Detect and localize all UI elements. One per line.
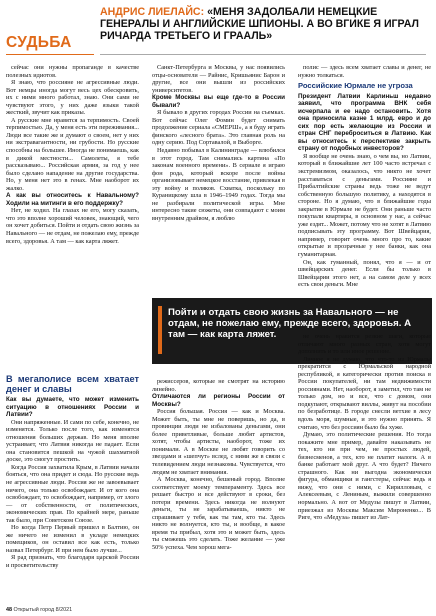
paragraph: Когда Россия захватила Крым, в Латвии начали бояться, что она придет и сюда. Но русские ведь не агрессивные люди. Россия же не завоевывает ничего, она только освобождает. И от кого она освобождает, то освобождает, например, от злого — от собственности, от политических, экономических прав. По крайней мере, раньше так было, при Советском Союзе. [6, 463, 139, 524]
paragraph: А русские мне нравятся за терпимость. Своей терпимостью. Да, у меня есть эти переживания... Люди все такие же и думают о своем, нет у них ни экстравагантности, ни грубости. Но русские способны на большее. Иногда не понимаешь, как в дикой местности... Самолеты, я тебе рассказываю... Российская армия, за год у нее было сделано нападение на другие государства. Но, у меня нет это в генах. Мне наоборот их жалко. [6, 116, 139, 192]
paragraph: режиссеров, которые не смотрят на историю линейно. [152, 378, 285, 393]
paragraph: Я рад признать, что благодаря царской России и просветительству [6, 554, 139, 570]
column-2-lower [152, 378, 285, 552]
paragraph: Я вообще не очень знаю, о чем вы, но Латвии, который в ближайшие лет 100 часто встречал с экстремизмом, оказалось, что никто не хочет расставаться с деньгами. Россияне и Прибалтийские страны ведь тоже не ведут собственную большую политику, а находятся в стороне. Но я думаю, что в ближайшие годы закрытие в Юрмале не будет. Они раньше часто покупали квартиры, в основном у нас, а сейчас уже ездят... Может, потому что не хотят в Латвию подписывать эту программу. Вот Швейцария, например, говорит очень много про то, какие открытые и прозрачные у нее банки, как она гуманитарная. [298, 152, 431, 258]
interview-question: Президент Латвии Карлиньш недавно заявил, что программа ВНК себя исчерпала и ее надо остановить. Хотя она приносила казне 1 млрд. евро и до сих пор есть желающие из России и стран СНГ переброситься в Латвию. Как вы относитесь к перспективе закрыть страну от подобных инвесторов? [298, 92, 431, 153]
interview-question: Как вы думаете, что может изменить ситуацию в отношениях России и Латвии? [6, 396, 139, 419]
paragraph: не очень нравится резкие шаги, которые отличают много разных стран, хотя могут дополнить и то или иное решение. [298, 333, 431, 356]
column-1-lower [6, 371, 139, 570]
headline-quote [100, 6, 426, 42]
paragraph: полис — здесь всем хватает славы и денег, не нужно толкаться. [298, 64, 431, 79]
paragraph: сейчас они нужны пропаганде в качестве полезных идиотов. [6, 64, 139, 79]
interview-question: А как вы относитесь к Навальному? Ходили на митинги в его поддержку? [6, 192, 139, 207]
section-tag: СУДЬБА [6, 34, 72, 51]
column-2 [152, 64, 285, 222]
pull-quote-accent [158, 306, 162, 354]
headline-text: «МЕНЯ ЗАДОЛБАЛИ НЕМЕЦКИЕ ГЕНЕРАЛЫ И АНГЛИЙСКИЕ ШПИОНЫ. А ВО ВГИКЕ Я ИГРАЛ РИЧАРДА ТРЕТЬЕГО И ГРААЛЬ» [100, 6, 419, 42]
paragraph: Но когда Петр Первый пришел в Балтию, он же ничего не изменил в укладе немецких помещиков, он оставил все как есть, только назвал Петербург. И при нем было лучше... [6, 524, 139, 554]
paragraph: Они напряженные. И сами по себе, конечно, не изменятся. Только после того, как изменятся отношения больших держав. Но меня вполне устраивает, что Латвия никогда не падает. Если она становится пешкой на чужой шахматной доске, это смогут простить. [6, 418, 139, 464]
section-divider [6, 54, 94, 55]
paragraph: Личное я не думаю, что что-то из Юрмалы прекратится с Юрмальской народной республикой, я категорически против поиска в России покупателей, ни там недвижимости россиянами. Нет, наоборот, я заметил, что там не только дом, но и все, что с домом, они подкупают, открывают виллы, живут на пособии по безработице. В городе снесли ветхие в лесу вдоль моря, шумные, и это нужно принять. Я считаю, что без россиян было бы хуже. [298, 355, 431, 431]
section-subhead: Российские Юрмале не угроза [298, 81, 413, 91]
column-1 [6, 64, 139, 245]
paragraph: Думаю, это политические решения. Но тогда покажите мне пример, давайте наказывать не тех, кто ни при чем, не простых людей, бизнесменов, а тех, кто не платит налоги. А в банке работает мой друг. А что будет? Ничего страшного. Как ни выгодна экономически фигура, обманщики и гангстеры, сейчас ведь я вижу, что они с ними, с Кирилловым, с Алексеевым, с Лениным, выжили совершенно нормально. А вот от Медузы пишут в Латвии, приезжал из Москвы Максим Мироненко... В Риге, что «Медуза» пишет из Лат- [298, 431, 431, 522]
paragraph: Он, как гуманный, понял, что я — и от швейцарских денег. Если бы только в Швейцарии этого нет, а на самом деле у всех есть свои деньги. Мне [298, 258, 431, 289]
interview-question: Кроме Москвы вы еще где-то в России бывали? [152, 94, 285, 109]
column-3 [298, 64, 431, 289]
pull-quote-text: Пойти и отдать свою жизнь за Навального — не отдам, не пожелаю ему, прежде всего, здоровья. А там — как карта ляжет. [168, 307, 412, 341]
paragraph: Я знаю, что россияне не агрессивные люди. Вот немцы иногда могут весь цех обескровить, их с ними много работал, знаю. Они сами не чувствуют этого, у них даже языки такой жесткий, звучит как приказы. [6, 79, 139, 117]
magazine-name: Открытый город [13, 607, 55, 613]
paragraph: А Москва, конечно, бешеный город. Вполне соответствует моему темпераменту. Здесь все решает быстро и все действуют в сроки, без потери времени. Здесь никогда не волнуют деньги, ты не зарабатываешь, никто не спрашивает у тебя, как ты там, кто ты. Здесь никто не волнуется, кто ты, и вообще, в какое время ты прибыл, хотя это и может быть, здесь ты сможешь это сделать. Тоже желание — уже 50% успеха. Чем хорош мега- [152, 476, 285, 552]
paragraph: Россия большая. Россия — как и Москва. Может быть, ты мне не поверишь, но да, в провинции люди не избалованы деньгами, они более приветливые, больше любят артистов, хотят, чтобы артисты, наоборот, тоже их понимали. А в Москве не любят говорить со звездами и «шепчут» вслед, с ними же в связи с телевидением люди незнакомы. Чувствуется, что людям не хватает внимания. [152, 408, 285, 476]
headline-speaker: АНДРИС ЛИЕЛАЙС: [100, 6, 205, 18]
interview-question: Отличаются ли регионы России от Москвы? [152, 393, 285, 408]
paragraph: Я бывало в других городах России на съемках. Вот сейчас Олег Фомин будет снимать продолжение сериала «СМЕРШ», а я буду играть финского «лесного брата». Это главная роль на одну серию. Под Сортавалой, в Выборге. [152, 109, 285, 147]
page-number: 48 [6, 607, 12, 613]
article-header [0, 0, 436, 62]
column-3-lower [298, 333, 431, 522]
issue-number: 8/2021 [55, 607, 73, 613]
paragraph: Нет, не ходил. На глазах не его, могу сказать, что это вполне хороший человек, знающий, чего он хочет добиться. Пойти и отдать свою жизнь за Навального — не отдам, не пожелаю ему, прежде всего, здоровья. А там — как карта ляжет. [6, 207, 139, 245]
page-footer [6, 607, 72, 613]
paragraph: Санкт-Петербурга и Москвы, у нас появились отцы-основатели — Райнис, Кришьянис Барон и другие, все они вышли из российских университетов. [152, 64, 285, 94]
header-divider [100, 54, 426, 55]
section-subhead: В мегаполисе всем хватает денег и славы [6, 374, 139, 394]
paragraph: Недавно побывал в Калининграде — влюбился в этот город. Там снимались картина «По законам военного времени». В сериале я играю фон рода, который вскоре после войны организовывает немецкое восстание, привлекая в эту войну и поляков. Схватка, поскольку по Кураницкому шла в 1946–1949 годах. Тогда мы не разбирали политической игры. Мне интересно такие сюжеты, они совпадают с моим внутренним драйвом, я люблю [152, 147, 285, 222]
